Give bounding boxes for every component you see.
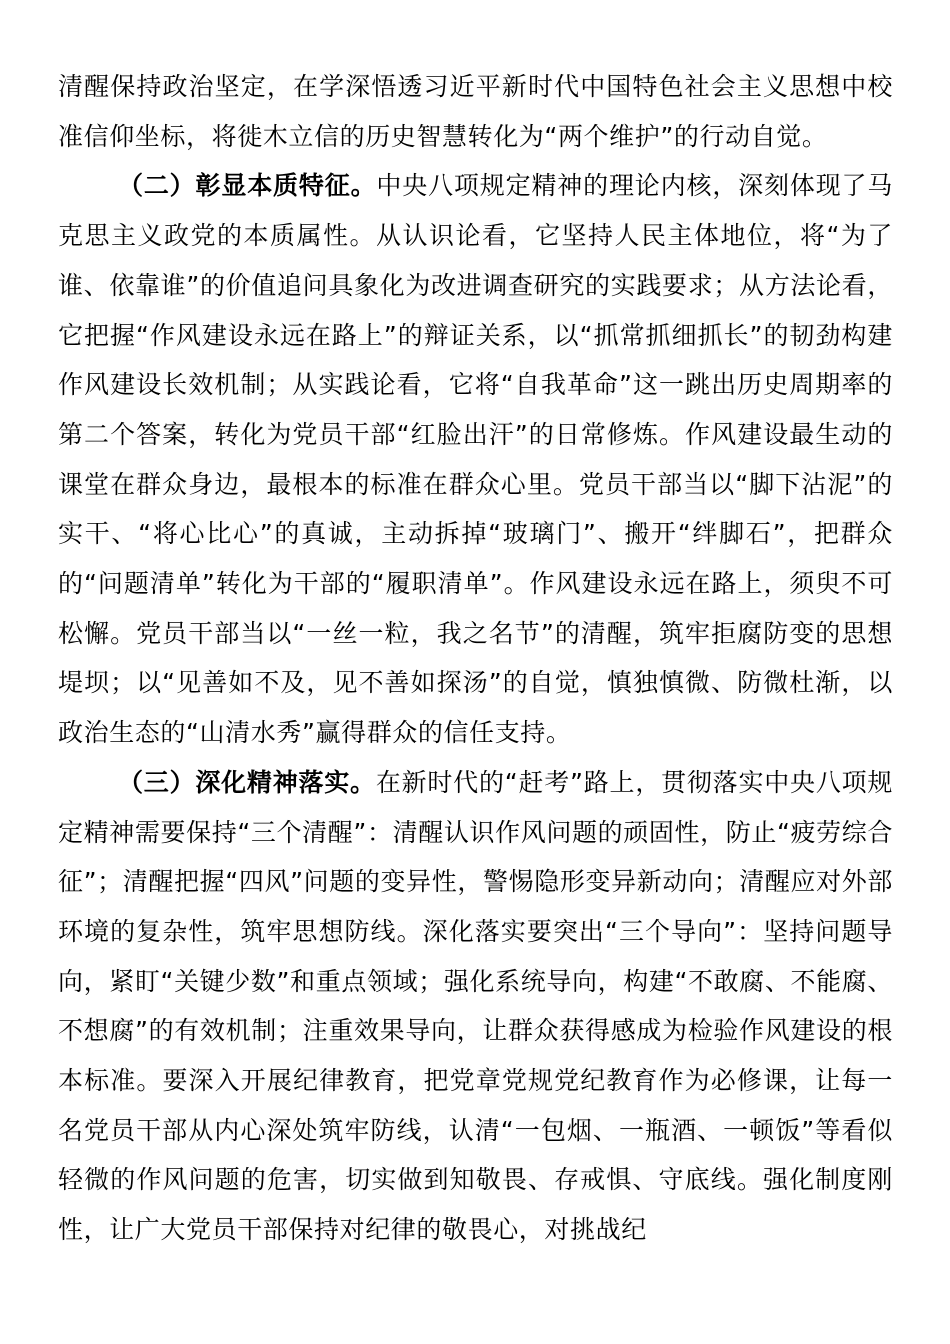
paragraph-text: 在新时代的“赶考”路上，贯彻落实中央八项规定精神需要保持“三个清醒”：清醒认识作风问题的顽固性，防止“疲劳综合征”；清醒把握“四风”问题的变异性，警惕隐形变异新动向；清醒应对外部环境的复杂性，筑牢思想防线。深化落实要突出“三个导向”：坚持问题导向，紧盯“关键少数”和重点领域；强化系统导向，构建“不敢腐、不能腐、不想腐”的有效机制；注重效果导向，让群众获得感成为检验作风建设的根本标准。要深入开展纪律教育，把党章党规党纪教育作为必修课，让每一名党员干部从内心深处筑牢防线，认清“一包烟、一瓶酒、一顿饭”等看似轻微的作风问题的危害，切实做到知敬畏、存戒惧、守底线。强化制度刚性，让广大党员干部保持对纪律的敬畏心，对挑战纪 bbox=[58, 767, 893, 1245]
paragraph-continuation bbox=[58, 62, 893, 161]
section-heading: （三）深化精神落实。 bbox=[118, 767, 376, 797]
paragraph-text: 清醒保持政治坚定，在学深悟透习近平新时代中国特色社会主义思想中校准信仰坐标，将徙木立信的历史智慧转化为“两个维护”的行动自觉。 bbox=[58, 72, 893, 151]
section-heading: （二）彰显本质特征。 bbox=[118, 171, 377, 201]
paragraph-text: 中央八项规定精神的理论内核，深刻体现了马克思主义政党的本质属性。从认识论看，它坚持人民主体地位，将“为了谁、依靠谁”的价值追问具象化为改进调查研究的实践要求；从方法论看，它把握“作风建设永远在路上”的辩证关系，以“抓常抓细抓长”的韧劲构建作风建设长效机制；从实践论看，它将“自我革命”这一跳出历史周期率的第二个答案，转化为党员干部“红脸出汗”的日常修炼。作风建设最生动的课堂在群众身边，最根本的标准在群众心里。党员干部当以“脚下沾泥”的实干、“将心比心”的真诚，主动拆掉“玻璃门”、搬开“绊脚石”，把群众的“问题清单”转化为干部的“履职清单”。作风建设永远在路上，须臾不可松懈。党员干部当以“一丝一粒，我之名节”的清醒，筑牢拒腐防变的思想堤坝；以“见善如不及，见不善如探汤”的自觉，慎独慎微、防微杜渐，以政治生态的“山清水秀”赢得群众的信任支持。 bbox=[58, 171, 893, 748]
document-page bbox=[58, 62, 893, 1255]
paragraph-section-3 bbox=[58, 758, 893, 1255]
paragraph-section-2 bbox=[58, 161, 893, 757]
